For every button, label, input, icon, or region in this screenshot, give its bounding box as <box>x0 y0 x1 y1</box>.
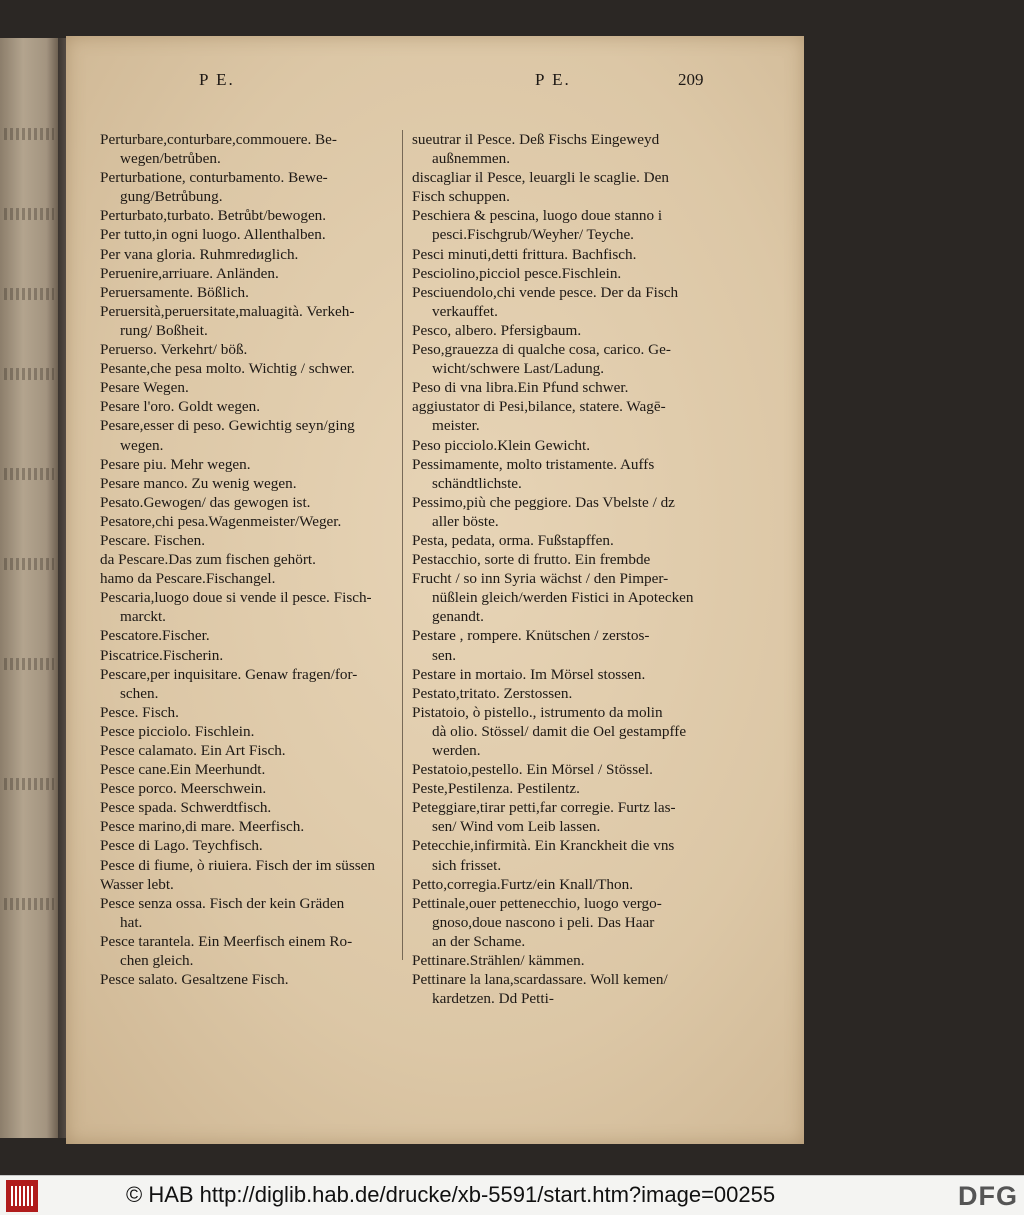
dictionary-line: Pettinare la lana,scardassare. Woll kemen/ <box>412 971 668 989</box>
dictionary-line: kardetzen. Dd Petti- <box>432 990 554 1008</box>
dictionary-line: Peruenire,arriuare. Anländen. <box>100 264 279 282</box>
previous-page-edge <box>0 38 58 1138</box>
ghost-text <box>4 778 54 790</box>
dictionary-line: Pesce cane.Ein Meerhundt. <box>100 761 266 779</box>
ghost-text <box>4 658 54 670</box>
running-header-left: P E. <box>199 70 235 89</box>
dictionary-line: discagliar il Pesce, leuargli le scaglie. Den <box>412 169 669 187</box>
dictionary-line: Pestacchio, sorte di frutto. Ein frembde <box>412 551 651 569</box>
dictionary-line: Pistatoio, ò pistello., istrumento da molin <box>412 703 663 721</box>
dictionary-line: Pesare piu. Mehr wegen. <box>100 455 251 473</box>
dictionary-line: Pestatoio,pestello. Ein Mörsel / Stössel. <box>412 761 653 779</box>
dictionary-line: Pestare , rompere. Knütschen / zerstos- <box>412 627 650 645</box>
dictionary-line: genandt. <box>432 608 484 626</box>
dictionary-line: Perturbatione, conturbamento. Bewe- <box>100 169 328 187</box>
dictionary-line: gnoso,doue nascono i peli. Das Haar <box>432 913 655 931</box>
column-divider <box>402 130 403 960</box>
dictionary-line: Pesare l'oro. Goldt wegen. <box>100 398 261 416</box>
ghost-text <box>4 128 54 140</box>
dictionary-line: Pesciuendolo,chi vende pesce. Der da Fisch <box>412 283 679 301</box>
dictionary-line: Pessimamente, molto tristamente. Auffs <box>412 455 655 473</box>
ghost-text <box>4 558 54 570</box>
dictionary-line: Fisch schuppen. <box>412 188 510 206</box>
dictionary-line: chen gleich. <box>120 952 194 970</box>
dictionary-line: Pesci minuti,detti frittura. Bachfisch. <box>412 245 637 263</box>
dictionary-line: sen. <box>432 646 457 664</box>
dictionary-line: Per vana gloria. Ruhmredиglich. <box>100 245 299 263</box>
dictionary-line: gung/Betrůbung. <box>120 188 223 206</box>
viewer-footer <box>0 1175 1024 1215</box>
dictionary-line: sich frisset. <box>432 856 502 874</box>
dictionary-line: Per tutto,in ogni luogo. Allenthalben. <box>100 226 326 244</box>
dictionary-line: verkauffet. <box>432 302 498 320</box>
dictionary-line: Peso picciolo.Klein Gewicht. <box>412 436 590 454</box>
dictionary-line: Pesce di fiume, ò riuiera. Fisch der im süssen <box>100 856 376 874</box>
ghost-text <box>4 288 54 300</box>
ghost-text <box>4 208 54 220</box>
dictionary-line: schändtlichste. <box>432 474 522 492</box>
dictionary-line: Peruerso. Verkehrt/ böß. <box>100 341 248 359</box>
dictionary-line: Perturbare,conturbare,commouere. Be- <box>100 131 337 148</box>
dictionary-line: wegen/betrůben. <box>120 150 221 168</box>
dictionary-line: Pestato,tritato. Zerstossen. <box>412 684 573 702</box>
dictionary-line: Pescare,per inquisitare. Genaw fragen/for- <box>100 665 358 683</box>
dictionary-line: hat. <box>120 913 143 931</box>
dictionary-line: hamo da Pescare.Fischangel. <box>100 570 276 588</box>
ghost-text <box>4 468 54 480</box>
dictionary-line: nüßlein gleich/werden Fistici in Apotecken <box>432 589 694 607</box>
dictionary-line: Pesce spada. Schwerdtfisch. <box>100 799 272 817</box>
dictionary-line: Pesta, pedata, orma. Fußstapffen. <box>412 531 614 549</box>
dictionary-line: Pettinale,ouer pettenecchio, luogo vergo- <box>412 894 662 912</box>
dictionary-line: rung/ Boßheit. <box>120 321 208 339</box>
dictionary-line: Petto,corregia.Furtz/ein Knall/Thon. <box>412 875 634 893</box>
dictionary-line: aller böste. <box>432 512 499 530</box>
dictionary-column-left <box>100 130 396 989</box>
dictionary-line: Pesce. Fisch. <box>100 703 179 721</box>
dictionary-line: da Pescare.Das zum fischen gehört. <box>100 551 316 569</box>
dictionary-line: Pesciolino,picciol pesce.Fischlein. <box>412 264 622 282</box>
dictionary-line: Pesato.Gewogen/ das gewogen ist. <box>100 493 311 511</box>
dictionary-line: Pesce tarantela. Ein Meerfisch einem Ro- <box>100 932 353 950</box>
dictionary-line: Pesare manco. Zu wenig wegen. <box>100 474 297 492</box>
dictionary-line: marckt. <box>120 608 166 626</box>
dictionary-line: sueutrar il Pesce. Deß Fischs Eingeweyd <box>412 131 660 148</box>
dictionary-line: Peruersità,peruersitate,maluagità. Verkeh- <box>100 302 355 320</box>
dictionary-line: wegen. <box>120 436 164 454</box>
dictionary-line: Peso,grauezza di qualche cosa, carico. Ge- <box>412 341 671 359</box>
dictionary-line: Pesce senza ossa. Fisch der kein Gräden <box>100 894 345 912</box>
dictionary-line: Frucht / so inn Syria wächst / den Pimper- <box>412 570 669 588</box>
dictionary-line: Pesce salato. Gesaltzene Fisch. <box>100 971 289 989</box>
dictionary-line: Peste,Pestilenza. Pestilentz. <box>412 780 580 798</box>
dictionary-line: schen. <box>120 684 159 702</box>
dictionary-line: Pescatore.Fischer. <box>100 627 210 645</box>
dictionary-line: Pesce porco. Meerschwein. <box>100 780 267 798</box>
dictionary-line: Pesante,che pesa molto. Wichtig / schwer. <box>100 360 355 378</box>
dictionary-line: Pessimo,più che peggiore. Das Vbelste / dz <box>412 493 675 511</box>
running-header-center: P E. <box>535 70 571 89</box>
dictionary-line: Pescaria,luogo doue si vende il pesce. Fisch- <box>100 589 372 607</box>
dictionary-line: Pesatore,chi pesa.Wagenmeister/Weger. <box>100 512 342 530</box>
dictionary-line: Pesce picciolo. Fischlein. <box>100 722 255 740</box>
dictionary-line: Pettinare.Strählen/ kämmen. <box>412 952 585 970</box>
dictionary-line: Peso di vna libra.Ein Pfund schwer. <box>412 379 629 397</box>
dictionary-line: außnemmen. <box>432 150 511 168</box>
dictionary-line: meister. <box>432 417 480 435</box>
dictionary-line: dà olio. Stössel/ damit die Oel gestampffe <box>432 722 687 740</box>
dictionary-line: Pescare. Fischen. <box>100 531 206 549</box>
dictionary-line: Petecchie,infirmità. Ein Kranckheit die vns <box>412 837 675 855</box>
dictionary-line: Pesare,esser di peso. Gewichtig seyn/ging <box>100 417 355 435</box>
dictionary-line: Pesce calamato. Ein Art Fisch. <box>100 742 286 759</box>
dictionary-line: pesci.Fischgrub/Weyher/ Teyche. <box>432 226 634 244</box>
dictionary-line: Peruersamente. Bößlich. <box>100 283 249 301</box>
dictionary-line: Perturbato,turbato. Betrůbt/bewogen. <box>100 207 327 225</box>
page-number: 209 <box>678 70 704 89</box>
dictionary-line: Wasser lebt. <box>100 875 174 893</box>
dictionary-line: Pestare in mortaio. Im Mörsel stossen. <box>412 665 646 683</box>
dictionary-line: werden. <box>432 742 481 759</box>
dictionary-line: Pesce marino,di mare. Meerfisch. <box>100 818 305 836</box>
ghost-text <box>4 898 54 910</box>
ghost-text <box>4 368 54 380</box>
dictionary-line: wicht/schwere Last/Ladung. <box>432 360 605 378</box>
dictionary-column-right <box>412 130 707 1008</box>
copyright-link[interactable]: © HAB http://diglib.hab.de/drucke/xb-5591/start.htm?image=00255 <box>126 1182 776 1207</box>
dictionary-line: an der Schame. <box>432 932 526 950</box>
dictionary-line: Peschiera & pescina, luogo doue stanno i <box>412 207 663 225</box>
dfg-logo[interactable]: DFG <box>958 1181 1018 1211</box>
hab-logo-icon[interactable] <box>6 1180 38 1212</box>
dictionary-line: Piscatrice.Fischerin. <box>100 646 224 664</box>
dictionary-line: sen/ Wind vom Leib lassen. <box>432 818 601 836</box>
dictionary-line: aggiustator di Pesi,bilance, statere. Wagē- <box>412 398 666 416</box>
dictionary-line: Pesco, albero. Pfersigbaum. <box>412 321 582 339</box>
dictionary-line: Pesare Wegen. <box>100 379 189 397</box>
dictionary-line: Peteggiare,tirar petti,far corregie. Furtz las- <box>412 799 676 817</box>
dictionary-line: Pesce di Lago. Teychfisch. <box>100 837 263 855</box>
